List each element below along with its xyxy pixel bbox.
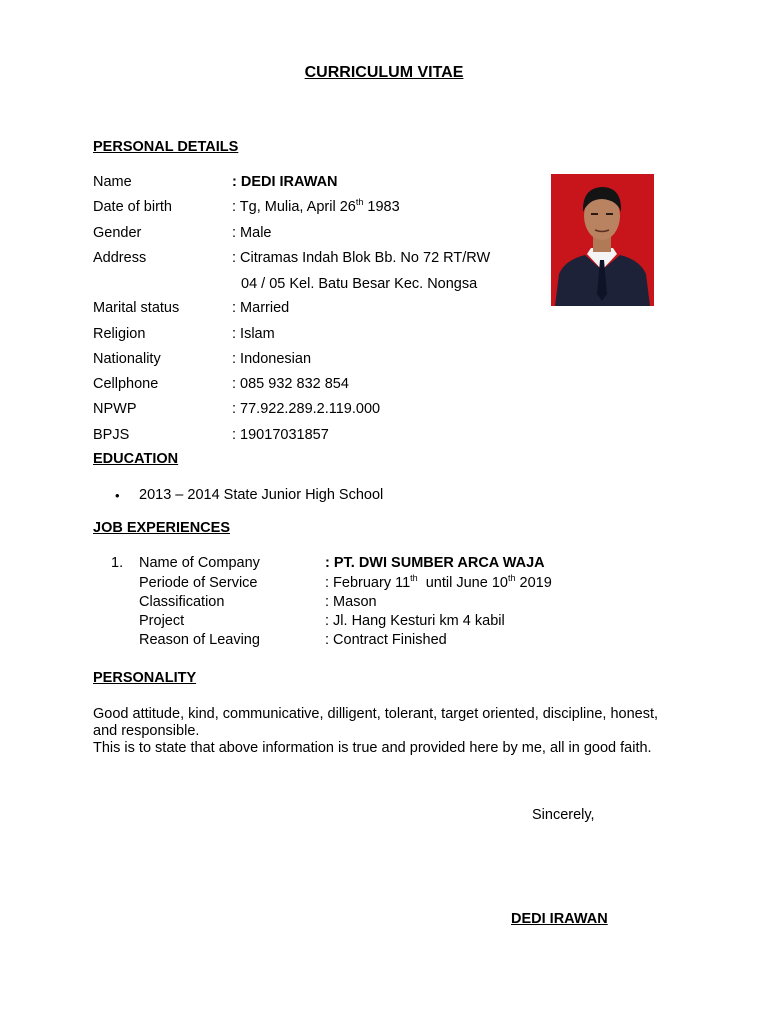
value-npwp: : 77.922.289.2.119.000 xyxy=(232,401,381,417)
section-heading-education: EDUCATION xyxy=(93,451,179,467)
profile-photo xyxy=(551,174,654,306)
label-religion: Religion xyxy=(93,326,146,342)
person-portrait-icon xyxy=(551,174,654,306)
bullet-icon: • xyxy=(115,488,120,503)
signature-name: DEDI IRAWAN xyxy=(511,911,608,927)
value-cellphone: : 085 932 832 854 xyxy=(232,376,349,392)
value-gender: : Male xyxy=(232,225,272,241)
value-address-line1: : Citramas Indah Blok Bb. No 72 RT/RW xyxy=(232,250,491,266)
section-heading-personal-details: PERSONAL DETAILS xyxy=(93,139,239,155)
left-eye xyxy=(591,213,598,215)
label-classification: Classification xyxy=(139,594,225,610)
personality-paragraph: Good attitude, kind, communicative, dilligent, tolerant, target oriented, discipline, honest, and responsible. xyxy=(93,706,659,739)
label-marital-status: Marital status xyxy=(93,300,180,316)
value-religion: : Islam xyxy=(232,326,275,342)
job-number: 1. xyxy=(111,555,124,571)
label-project: Project xyxy=(139,613,185,629)
value-bpjs: : 19017031857 xyxy=(232,427,329,443)
value-date-of-birth: : Tg, Mulia, April 26th 1983 xyxy=(232,197,400,215)
label-date-of-birth: Date of birth xyxy=(93,199,172,215)
value-nationality: : Indonesian xyxy=(232,351,312,367)
closing-salutation: Sincerely, xyxy=(532,807,595,823)
label-nationality: Nationality xyxy=(93,351,161,367)
label-address: Address xyxy=(93,250,147,266)
document-title: CURRICULUM VITAE xyxy=(304,64,464,81)
value-reason-of-leaving: : Contract Finished xyxy=(325,632,447,648)
label-bpjs: BPJS xyxy=(93,427,130,443)
right-eye xyxy=(606,213,613,215)
value-periode-of-service: : February 11th until June 10th 2019 xyxy=(325,573,552,591)
value-project: : Jl. Hang Kesturi km 4 kabil xyxy=(325,613,505,629)
statement-paragraph: This is to state that above information is true and provided here by me, all in good faith. xyxy=(93,740,652,756)
label-company: Name of Company xyxy=(139,555,260,571)
label-name: Name xyxy=(93,174,132,190)
value-name: : DEDI IRAWAN xyxy=(232,174,338,190)
value-classification: : Mason xyxy=(325,594,377,610)
label-npwp: NPWP xyxy=(93,401,137,417)
value-marital-status: : Married xyxy=(232,300,290,316)
label-cellphone: Cellphone xyxy=(93,376,159,392)
education-item: 2013 – 2014 State Junior High School xyxy=(139,487,384,503)
value-company: : PT. DWI SUMBER ARCA WAJA xyxy=(325,555,545,571)
value-address-line2: 04 / 05 Kel. Batu Besar Kec. Nongsa xyxy=(241,276,478,292)
section-heading-job-experiences: JOB EXPERIENCES xyxy=(93,520,230,536)
label-gender: Gender xyxy=(93,225,142,241)
section-heading-personality: PERSONALITY xyxy=(93,670,197,686)
label-periode-of-service: Periode of Service xyxy=(139,575,258,591)
label-reason-of-leaving: Reason of Leaving xyxy=(139,632,260,648)
